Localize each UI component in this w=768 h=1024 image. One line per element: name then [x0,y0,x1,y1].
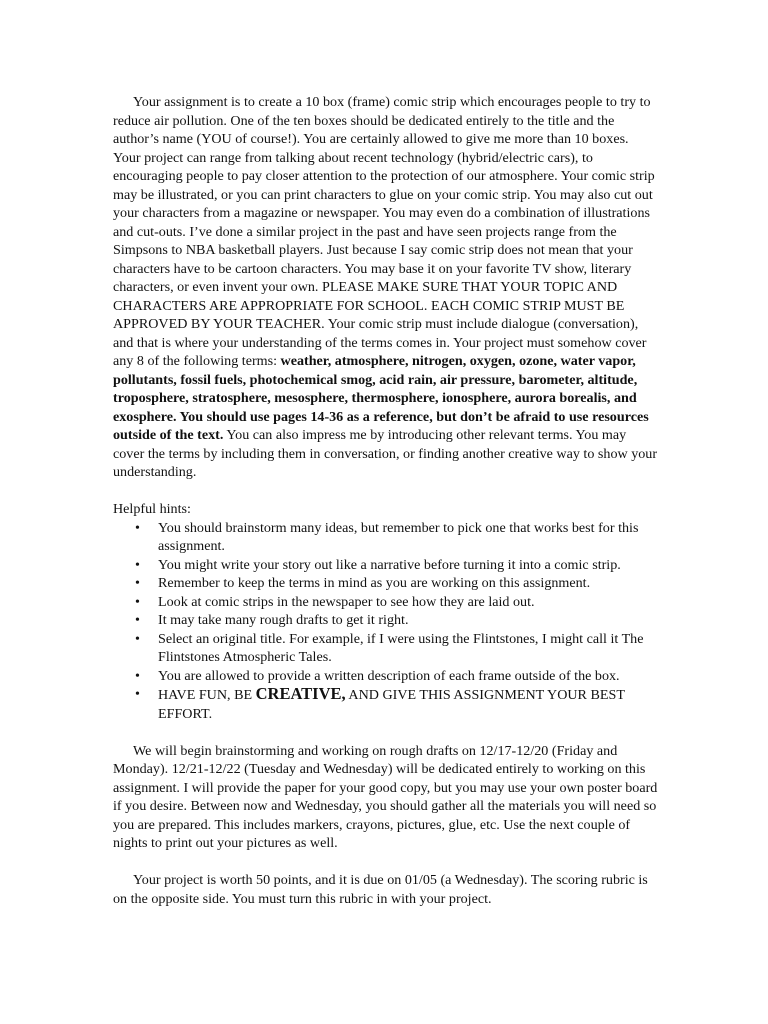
creative-emphasis: CREATIVE, [255,684,346,703]
intro-paragraph [113,93,658,482]
bullet-icon: • [135,612,140,628]
hint-text: You should brainstorm many ideas, but remember to pick one that works best for this assignment. [158,519,639,554]
intro-text-end: You can also impress me by introducing other relevant terms. You may cover the terms by including them in conversation, or finding another creative way to show your understanding. [113,427,658,480]
list-item [113,519,658,556]
list-item [113,611,658,630]
bullet-icon: • [135,593,140,610]
intro-terms: weather, atmosphere, nitrogen, oxygen, ozone, water vapor, pollutants, fossil fuels, photochemical smog, acid rain, air pressure, barometer, altitude, troposphere, stratosphere, mesosphere, thermosphere, ionosphere, aurora borealis, and exosphere. You should use pages 14-36 as a reference, but don’t be afraid to use resources outside of the text. [113,353,649,443]
hint-text: You are allowed to provide a written description of each frame outside of the box. [158,667,620,684]
bullet-icon: • [135,575,140,591]
hint-text: Select an original title. For example, if I were using the Flintstones, I might call it The Flintstones Atmospheric Tales. [158,630,644,665]
spacer [113,482,658,501]
grading-paragraph: Your project is worth 50 points, and it is due on 01/05 (a Wednesday). The scoring rubric is on the opposite side. You must turn this rubric in with your project. [113,872,648,907]
list-item [113,685,658,723]
hint-text: HAVE FUN, BE [158,687,256,703]
intro-text: Your assignment is to create a 10 box (frame) comic strip which encourages people to try to reduce air pollution. One of the ten boxes should be dedicated entirely to the title and the author’s name (YOU of course!). You are certainly allowed to give me more than 10 boxes. Your project can range from talking about recent technology (hybrid/electric cars), to encouraging people to pay closer attention to the protection of our atmosphere. Your comic strip may be illustrated, or you can print characters to glue on your comic strip. You may also cut out your characters from a magazine or newspaper. You may even do a combination of illustrations and cut-outs. I’ve done a similar project in the past and have seen projects range from the Simpsons to NBA basketball players. Just because I say comic strip does not mean that your characters have to be cartoon characters. You may base it on your favorite TV show, literary characters, or even invent your own. PLEASE MAKE SURE THAT YOUR TOPIC AND CHARACTERS ARE APPROPRIATE FOR SCHOOL. EACH COMIC STRIP MUST BE APPROVED BY YOUR TEACHER. Your comic strip must include dialogue (conversation), and that is where your understanding of the terms comes in. Your project must somehow cover any 8 of the following terms: [113,94,655,369]
schedule-paragraph: We will begin brainstorming and working on rough drafts on 12/17-12/20 (Friday and Monday). 12/21-12/22 (Tuesday and Wednesday) will be dedicated entirely to working on this assignment. I will provide the paper for your good copy, but you may use your own poster board if you desire. Between now and Wednesday, you should gather all the materials you will need so you are prepared. This includes markers, crayons, pictures, glue, etc. Use the next couple of nights to print out your pictures as well. [113,742,658,851]
bullet-icon: • [135,519,140,536]
list-item [113,630,658,667]
bullet-icon: • [135,686,140,702]
hints-title: Helpful hints: [113,501,191,517]
hint-text: Look at comic strips in the newspaper to see how they are laid out. [158,593,535,610]
list-item [113,667,658,686]
hint-text: Remember to keep the terms in mind as you are working on this assignment. [158,575,591,591]
hint-text: It may take many rough drafts to get it right. [158,612,409,628]
spacer [113,723,658,742]
spacer [113,853,658,872]
document-page [113,93,658,908]
list-item [113,556,658,575]
bullet-icon: • [135,667,140,684]
list-item [113,574,658,593]
hint-text: AND GIVE THIS ASSIGNMENT YOUR BEST EFFORT. [158,687,625,722]
list-item [113,593,658,612]
bullet-icon: • [135,556,140,573]
bullet-icon: • [135,630,140,647]
hint-text: You might write your story out like a narrative before turning it into a comic strip. [158,556,621,573]
hints-list [113,519,658,724]
